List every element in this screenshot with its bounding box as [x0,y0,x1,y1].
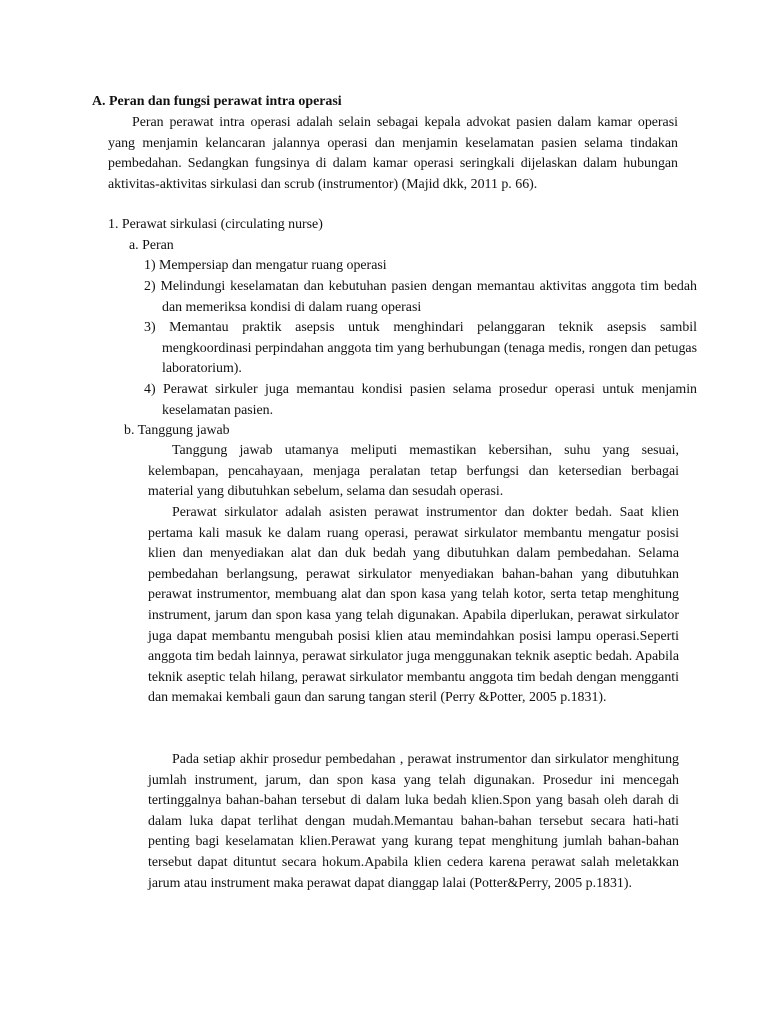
section-heading: A. Peran dan fungsi perawat intra operasi [92,94,342,109]
list-item-circulating-nurse: 1. Perawat sirkulasi (circulating nurse) [108,217,323,232]
tanggung-jawab-paragraph-3: Pada setiap akhir prosedur pembedahan , perawat instrumentor dan sirkulator menghitung jumlah instrument, jarum, dan spon kasa yang telah digunakan. Prosedur ini mencegah tertinggalnya bahan-bahan tersebut di dalam luka bedah klien.Spon yang basah oleh darah di dalam luka dapat terlihat dengan mudah.Memantau bahan-bahan tersebut secara hati-hati penting bagi keselamatan klien.Perawat yang kurang tepat menghitung jumlah bahan-bahan tersebut dapat dituntut secara hokum.Apabila klien cedera karena perawat salah meletakkan jarum atau instrument maka perawat dapat dianggap lalai (Potter&Perry, 2005 p.1831). [148,752,679,891]
intro-paragraph: Peran perawat intra operasi adalah selain sebagai kepala advokat pasien dalam kamar operasi yang menjamin kelancaran jalannya operasi dan menjamin keselamatan pasien selama tindakan pembedahan. Sedangkan fungsinya di dalam kamar operasi seringkali dijelaskan dalam hubungan aktivitas-aktivitas sirkulasi dan scrub (instrumentor) (Majid dkk, 2011 p. 66). [108,115,678,192]
peran-item-2: 2) Melindungi keselamatan dan kebutuhan pasien dengan memantau aktivitas anggota tim bedah dan memeriksa kondisi di dalam ruang operasi [144,279,697,315]
tanggung-jawab-paragraph-2: Perawat sirkulator adalah asisten perawat instrumentor dan dokter bedah. Saat klien pertama kali masuk ke dalam ruang operasi, perawat sirkulator membantu mengatur posisi klien dan menyediakan alat dan duk bedah yang dibutuhkan dalam pembedahan. Selama pembedahan berlangsung, perawat sirkulator menyediakan bahan-bahan yang dibutuhkan perawat instrumentor, membuang alat dan spon kasa yang telah kotor, serta tetap menghitung instrument, jarum dan spon kasa yang telah digunakan. Apabila diperlukan, perawat sirkulator juga dapat membantu mengubah posisi klien atau memindahkan posisi lampu operasi.Seperti anggota tim bedah lainnya, perawat sirkulator juga menggunakan teknik aseptic bedah. Apabila teknik aseptic telah hilang, perawat sirkulator membantu anggota tim bedah dengan mengganti dan memakai kembali gaun dan sarung tangan steril (Perry &Potter, 2005 p.1831). [148,505,679,706]
peran-item-4: 4) Perawat sirkuler juga memantau kondisi pasien selama prosedur operasi untuk menjamin keselamatan pasien. [144,382,697,418]
peran-item-1: 1) Mempersiap dan mengatur ruang operasi [144,258,387,273]
sublist-heading-peran: a. Peran [129,238,174,253]
peran-item-3: 3) Memantau praktik asepsis untuk menghindari pelanggaran teknik asepsis sambil mengkoordinasi perpindahan anggota tim yang berhubungan (tenaga medis, rongen dan petugas laboratorium). [144,320,697,377]
sublist-heading-tanggung-jawab: b. Tanggung jawab [124,423,230,438]
tanggung-jawab-paragraph-1: Tanggung jawab utamanya meliputi memastikan kebersihan, suhu yang sesuai, kelembapan, pencahayaan, menjaga peralatan tetap berfungsi dan ketersedian berbagai material yang dibutuhkan sebelum, selama dan sesudah operasi. [148,443,679,500]
